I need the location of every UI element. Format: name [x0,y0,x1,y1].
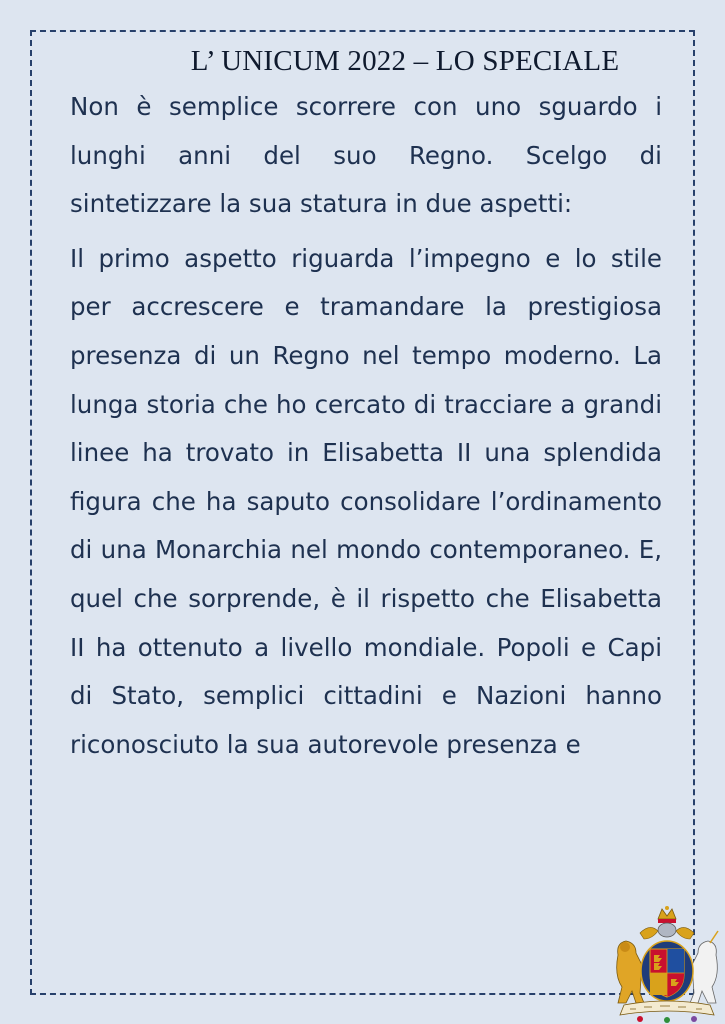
body-text [70,83,662,775]
page-title: L’ UNICUM 2022 – LO SPECIALE [190,45,620,77]
paragraph-2: Il primo aspetto riguarda l’impegno e lo stile per accrescere e tramandare la prestigiosa presenza di un Regno nel tempo moderno. La lunga storia che ho cercato di tracciare a grandi linee ha trovato in Elisabetta II una splendida figura che ha saputo consolidare l’ordinamento di una Monarchia nel mondo contemporaneo. E, quel che sorprende, è il rispetto che Elisabetta II ha ottenuto a livello mondiale. Popoli e Capi di Stato, semplici cittadini e Nazioni hanno riconosciuto la sua autorevole presenza e [70,243,662,759]
royal-coat-of-arms-icon [610,905,725,1024]
paragraph-1: Non è semplice scorrere con uno sguardo i lunghi anni del suo Regno. Scelgo di sintetizzare la sua statura in due aspetti: [70,92,662,219]
